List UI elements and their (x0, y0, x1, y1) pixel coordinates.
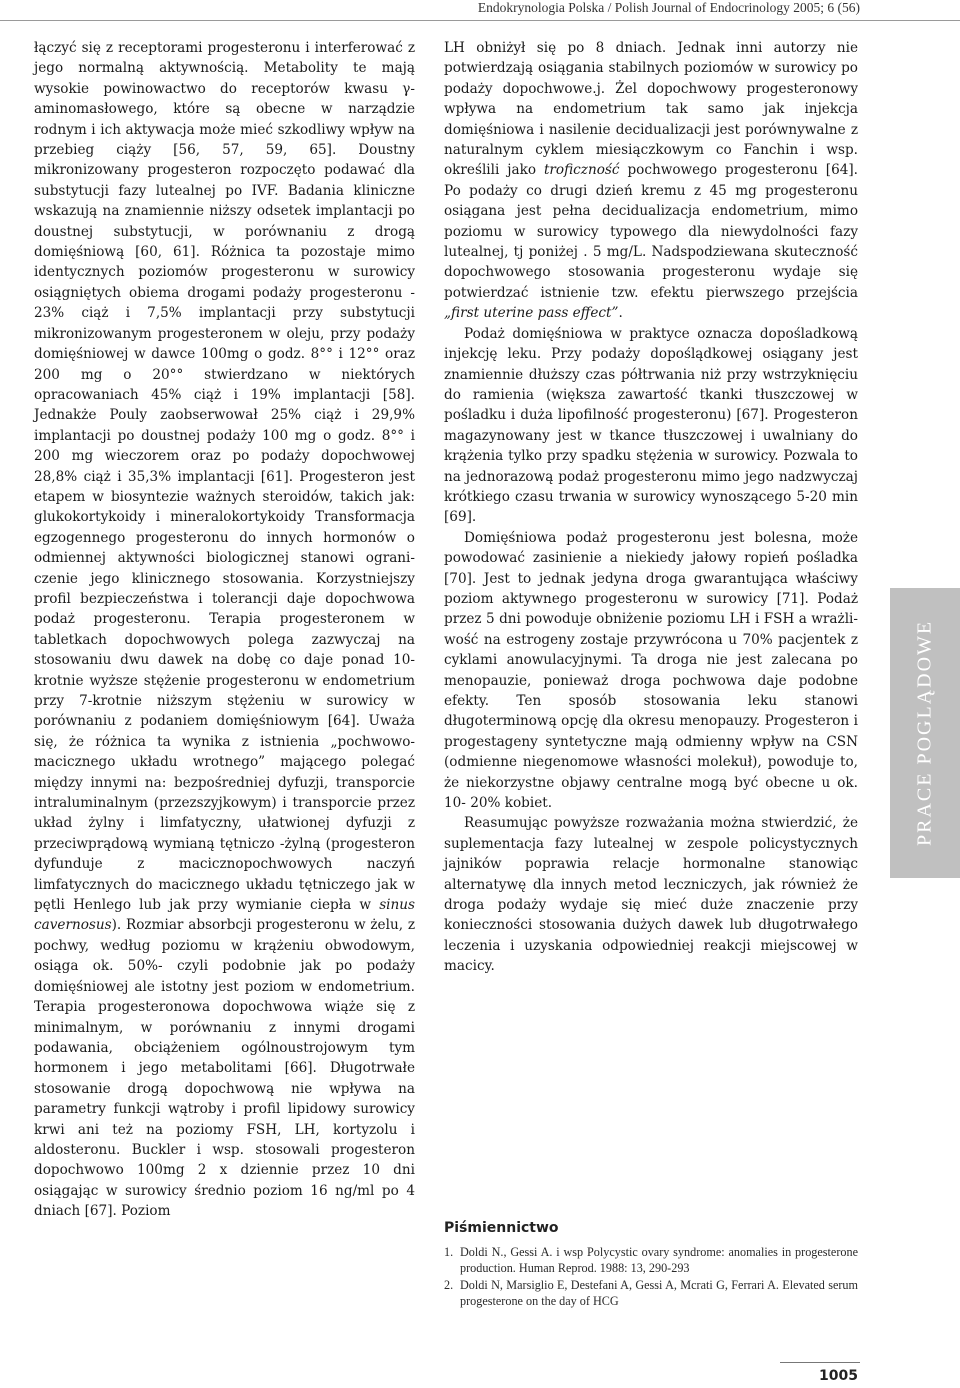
page-number: 1005 (819, 1368, 858, 1384)
reference-number: 2. (444, 1278, 454, 1293)
reference-text: Doldi N, Marsiglio E, Destefani A, Gessi A, Mcrati G, Ferrari A. Elevated serum progesterone on the day of HCG (460, 1278, 858, 1308)
references-heading: Piśmiennictwo (444, 1220, 559, 1236)
left-paragraph-text: łączyć się z receptorami progesteronu i interferować z jego normalną aktywnością. Metabolity te mają wysokie powinowactwo do receptorów kwasu γ-aminomasłowego, które są obecne w narządzie rodnym i ich aktywacja może mieć szkodliwy wpływ na przebieg ciąży [56, 57, 59, 65]. Doustny mikronizowany progesteron rozpoczęto podawać dla substytucji fazy lutealnej po IVF. Badania kliniczne wskazują na znamiennie niższy odsetek implantacji po doustnej substytucji, w porównaniu z drogą domięśniową [60, 61]. Różnica ta pozostaje mimo identycznych poziomów progesteronu w surowicy osiągniętych obiema drogami podaży progesteronu - 23% ciąż i 7,5% implantacji przy substytucji mikronizowanym progesteronem w oleju, przy podaży domięśniowej w dawce 100mg o godz. 8°° i 12°° oraz 200 mg o 20°° stwierdzano w niektórych opracowaniach 45% ciąż i 19% implantacji [58]. Jednakże Pouly zaobserwował 25% ciąż i 29,9% implantacji po doustnej podaży 100 mg o godz. 8°° i 200 mg wieczorem oraz po podaży dopochwowej 28,8% ciąż i 35,3% implantacji [61]. Progesteron jest etapem w biosyntezie ważnych steroidów, takich jak: glukokortykoidy i mineralokortykoidy Transformacja egzogennego progesteronu do innych hormonów o odmiennej aktywności biologicznej stanowi ograniczenie jego klinicznego stosowania. Korzystniejszy profil bezpieczeństwa i tolerancji daje dopochwowa podaż progesteronu. Terapia progesteronem w tabletkach dopochwowych polega zazwyczaj na stosowaniu dwu dawek na dobę co daje ponad 10-krotnie wyższe stężenie progesteronu w endometrium przy 7-krotnie niższym stężeniu w surowicy w porównaniu z podaniem domięśniowym [64]. Uważa się, że różnica ta wynika z istnienia „pochwowo-macicznego układu wrotnego” mającego polegać między innymi na: bezpośredniej dyfuzji, transporcie intraluminalnym (przezszyjkowym) i transporcie przez układ żylny i limfatyczny, ułatwionej dyfuzji z przeciwprądową wymianą tętniczo -żylną (progesteron dyfunduje z macicznopochwowych naczyń limfatycznych do macicznego układu tętniczego jak w pętli Henlego lub jak przy wymianie ciepła w (34, 40, 415, 914)
right-paragraph-1-italic: troficzność (543, 162, 620, 179)
reference-item (444, 1278, 858, 1309)
right-paragraph-1-a: LH obniżył się po 8 dniach. Jednak inni autorzy nie potwierdzają osiągania stabilnych poziomów w surowicy po podaży dopochwowe.j. Żel dopochwowy progesteronowy wpływa na endometrium tak samo jak injekcja domięśniowa i nasilenie decidualizacji jest porównywalne z naturalnym cyklem miesiączkowym co Fanchin i wsp. określili jako (444, 40, 858, 179)
right-text-column (444, 38, 858, 977)
left-paragraph (34, 38, 415, 1222)
right-paragraph-3: Domięśniowa podaż progesteronu jest bolesna, może powodować zasinienie a niekiedy jałowy ropień pośladka [70]. Jest to jednak jedyna droga gwarantująca właściwy poziom aktywnego progesteronu w surowicy [71]. Podaż przez 5 dni powoduje obniżenie poziomu LH i FSH a wrażliwość na estrogeny zostaje przywrócona u 70% pacjentek z cyklami anowulacyjnymi. Ta droga nie jest zalecana po menopauzie, ponieważ droga pochwowa daje podobne efekty. Ten sposób stosowania leku stanowi długoterminową opcję dla okresu menopauzy. Progesteron i progestageny syntetyczne mają odmienny wpływ na CSN (odmienne niegenomowe własności molekuł), powoduje to, że niekorzystne objawy centralne mogą być obecne u ok. 10- 20% kobiet. (444, 529, 858, 812)
section-tab-label: PRACE POGLĄDOWE (913, 619, 936, 847)
right-paragraph-1-b: pochwowego progesteronu [64]. Po podaży co drugi dzień kremu z 45 mg progesteronu osiągana jest pełna decidualizacja endometrium, mimo poziomu w surowicy typowego dla niewydolności fazy lutealnej, tj poniżej . 5 mg/L. Nadspodziewana skuteczność dopochwowego stosowania progesteronu wydaje się potwierdzać istnienie tzw. efektu pierwszego przejścia (444, 162, 859, 301)
right-paragraph-4: Reasumując powyższe rozważania można stwierdzić, że suplementacja fazy lutealnej w zespole policystycznych jajników poprawia relacje hormonalne stanowiąc alternatywę dla innych metod leczniczych, jak również że droga podaży wydaje się mieć duże znaczenie przy konieczności stosowania dużych dawek lub długotrwałego leczenia i uzyskania odpowiedniej reakcji miejscowej w macicy. (444, 815, 858, 975)
reference-item (444, 1245, 858, 1276)
reference-text: Doldi N., Gessi A. i wsp Polycystic ovary syndrome: anomalies in progesterone production. Human Reprod. 1988: 13, 290-293 (460, 1245, 858, 1275)
right-paragraph-2: Podaż domięśniowa w praktyce oznacza dopośladkową injekcję leku. Przy podaży dopoślądkowej osiągany jest znamiennie dłuższy czas półtrwania niż przy wstrzyknięciu do ramienia (większa zawartość tkanki tłuszczowej w pośladku i duża lipofilność progesteronu) [67]. Progesteron magazynowany jest w tkance tłuszczowej i uwalniany do krążenia tylko przy spadku stężenia w surowicy. Pozwala to na jednorazową podaż progesteronu mimo jego nadzwyczaj krótkiego czasu trwania w surowicy wynoszącego 5-20 min [69]. (444, 325, 858, 526)
references-list (444, 1245, 858, 1311)
right-paragraph-1 (444, 38, 858, 324)
right-paragraph-1-italic-2: „first uterine pass effect” (444, 305, 619, 322)
left-paragraph-end: ). Rozmiar absorbcji progesteronu w żelu, z pochwy, według poziomu w krążeniu obwodowym, osiąga ok. 50%- czyli podobnie jak po podaży domięśniowej ale istotny jest poziom w endometrium. Terapia progesteronowa dopochwowa wiąże się z minimalnym, w porównaniu z innymi drogami podawania, obciążeniem ogólnoustrojowym tym hormonem i jego metabolitami [66]. Długotrwałe stosowanie drogą dopochwową nie wpływa na parametry funkcji wątroby i profil lipidowy surowicy krwi ani też na poziomy FSH, LH, kortyzolu i aldosteronu. Buckler i wsp. stosowali progesteron dopochwowo 100mg 2 x dziennie przez 10 dni osiągając w surowicy średnio poziom 16 ng/ml po 4 dniach [67]. Poziom (34, 917, 415, 1220)
footer-divider (780, 1362, 860, 1363)
reference-number: 1. (444, 1245, 454, 1259)
right-paragraph-1-c: . (618, 305, 623, 322)
left-paragraph-italic: sinus cavernosus (34, 897, 415, 934)
journal-header: Endokrynologia Polska / Polish Journal of Endocrinology 2005; 6 (56) (477, 0, 860, 15)
header-divider (0, 20, 960, 21)
left-text-column (34, 38, 415, 1222)
